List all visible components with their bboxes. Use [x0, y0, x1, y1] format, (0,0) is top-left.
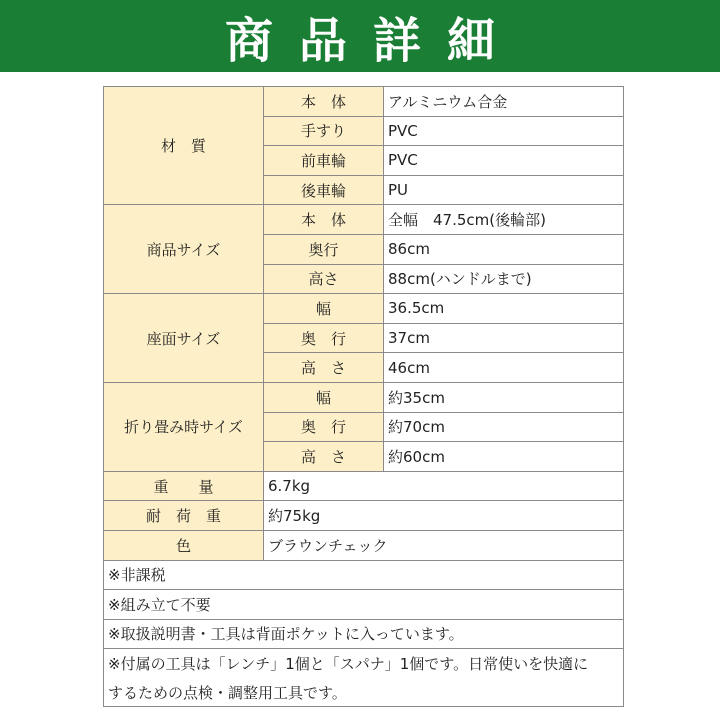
- spec-value: 約75kg: [264, 501, 624, 531]
- category-label: 折り畳み時サイズ: [104, 382, 264, 471]
- spec-key: 奥行: [264, 234, 384, 264]
- spec-key: 後車輪: [264, 175, 384, 205]
- note-row: [104, 560, 624, 590]
- spec-value: 約35cm: [384, 382, 624, 412]
- table-row: [104, 501, 624, 531]
- spec-key: 幅: [264, 382, 384, 412]
- spec-value: PU: [384, 175, 624, 205]
- table-row: [104, 471, 624, 501]
- spec-key: 奥 行: [264, 323, 384, 353]
- note-text: ※付属の工具は「レンチ」1個と「スパナ」1個です。日常使いを快適に: [104, 649, 624, 678]
- page-title: 商品詳細: [224, 12, 521, 69]
- spec-value: 約60cm: [384, 442, 624, 472]
- table-row: [104, 294, 624, 324]
- spec-value: 36.5cm: [384, 294, 624, 324]
- spec-value: 46cm: [384, 353, 624, 383]
- spec-value: ブラウンチェック: [264, 530, 624, 560]
- category-label: 材 質: [104, 87, 264, 205]
- spec-key: 本 体: [264, 205, 384, 235]
- note-row: [104, 590, 624, 620]
- category-label: 商品サイズ: [104, 205, 264, 294]
- spec-value: 37cm: [384, 323, 624, 353]
- table-row: [104, 205, 624, 235]
- spec-key: 本 体: [264, 87, 384, 117]
- header-banner: [0, 0, 720, 72]
- spec-value: PVC: [384, 116, 624, 146]
- spec-key: 手すり: [264, 116, 384, 146]
- spec-key: 高さ: [264, 264, 384, 294]
- spec-key: 幅: [264, 294, 384, 324]
- table-row: [104, 87, 624, 117]
- spec-key: 高 さ: [264, 353, 384, 383]
- category-label: 座面サイズ: [104, 294, 264, 383]
- spec-table: [103, 86, 624, 707]
- note-text: ※取扱説明書・工具は背面ポケットに入っています。: [104, 619, 624, 649]
- spec-key: 高 さ: [264, 442, 384, 472]
- spec-value: 全幅 47.5cm(後輪部): [384, 205, 624, 235]
- category-label: 耐 荷 重: [104, 501, 264, 531]
- spec-key: 奥 行: [264, 412, 384, 442]
- note-row: [104, 678, 624, 707]
- note-row: [104, 649, 624, 678]
- spec-value: アルミニウム合金: [384, 87, 624, 117]
- note-text: ※組み立て不要: [104, 590, 624, 620]
- table-row: [104, 530, 624, 560]
- spec-value: 約70cm: [384, 412, 624, 442]
- note-text: するための点検・調整用工具です。: [104, 678, 624, 707]
- spec-value: 86cm: [384, 234, 624, 264]
- spec-value: 88cm(ハンドルまで): [384, 264, 624, 294]
- category-label: 重 量: [104, 471, 264, 501]
- table-row: [104, 382, 624, 412]
- category-label: 色: [104, 530, 264, 560]
- note-text: ※非課税: [104, 560, 624, 590]
- spec-value: PVC: [384, 146, 624, 176]
- spec-value: 6.7kg: [264, 471, 624, 501]
- note-row: [104, 619, 624, 649]
- spec-key: 前車輪: [264, 146, 384, 176]
